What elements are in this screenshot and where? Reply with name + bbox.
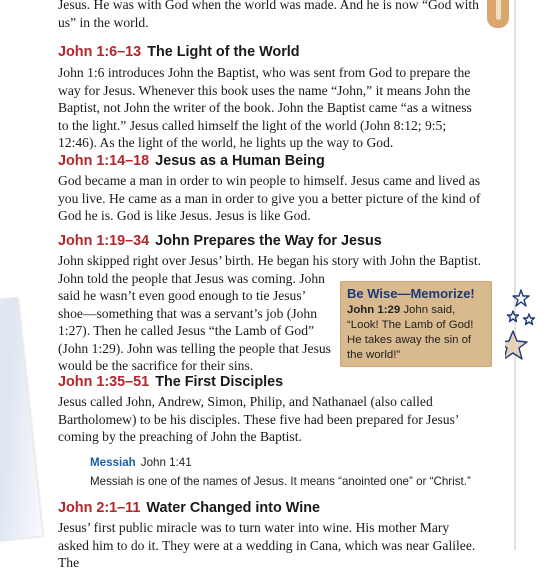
- section-heading-water-wine: [58, 500, 320, 516]
- definition-note: [90, 453, 490, 488]
- scripture-reference: John 1:14–18: [58, 153, 150, 169]
- section-heading-human-being: [58, 153, 325, 169]
- section-paragraph: Jesus called John, Andrew, Simon, Philip, and Nathanael (also called Bartholomew) to be his disciples. These five had been prepared for Jesus’ coming by the preaching of John the Baptist.: [58, 394, 459, 444]
- memorize-callout: [340, 281, 492, 367]
- note-definition: Messiah is one of the names of Jesus. It means “anointed one” or “Christ.”: [90, 475, 471, 488]
- memorize-text: John said, “Look! The Lamb of God! He takes away the sin of the world!”: [347, 304, 474, 361]
- section-title: Water Changed into Wine: [146, 500, 321, 516]
- section-heading-light-of-world: [58, 44, 300, 60]
- memorize-reference: John 1:29: [347, 304, 401, 316]
- note-term: Messiah: [90, 456, 136, 469]
- section-paragraph: God became a man in order to win people to himself. Jesus came and lived as you live. He came as a man in order to give you a better picture of the kind of God he is. God is like Jesus. Jesus is like God.: [58, 173, 481, 223]
- memorize-title: Be Wise—Memorize!: [347, 286, 475, 301]
- page-tab-highlight: [496, 0, 501, 20]
- scripture-reference: John 2:1–11: [58, 500, 141, 516]
- section-paragraph: John 1:6 introduces John the Baptist, who was sent from God to prepare the way for Jesus. Whenever this book uses the name “John,” it means John the Baptist, not John the writer of the book. John the Baptist came “as a witness to the light.” Jesus called himself the light of the world (John 8:12; 9:5; 12:46). As the light of the world, he lights up the way to God.: [58, 65, 472, 150]
- section-paragraph-wrapped: said he wasn’t even good enough to tie Jesus’ shoe—something that was a servant’s job (John 1:27). Then he called Jesus “the Lamb of God” (John 1:29). John was telling the people that Jesus would be the sacrifice for their sins.: [58, 288, 331, 373]
- intro-paragraph: Jesus. He was with God when the world was made. And he is now “God with us” in the world.: [58, 0, 479, 30]
- star-doodle-icon: [505, 284, 550, 364]
- decorative-paper-corner: [0, 297, 42, 543]
- section-title: Jesus as a Human Being: [155, 153, 325, 169]
- section-paragraph: Jesus’ first public miracle was to turn water into wine. His mother Mary asked him to do it. They were at a wedding in Cana, which was near Galilee. The: [58, 520, 476, 570]
- scripture-reference: John 1:6–13: [58, 44, 142, 60]
- section-title: John Prepares the Way for Jesus: [155, 233, 382, 249]
- section-title: The First Disciples: [155, 374, 284, 390]
- section-paragraph: John skipped right over Jesus’ birth. He began his story with John the Baptist. John told the people that Jesus was coming. John: [58, 253, 481, 286]
- scripture-reference: John 1:19–34: [58, 233, 150, 249]
- margin-rule: [514, 0, 516, 550]
- section-heading-first-disciples: [58, 374, 283, 390]
- memorize-verse: [347, 303, 475, 363]
- section-heading-prepares-way: [58, 233, 382, 249]
- scripture-reference: John 1:35–51: [58, 374, 150, 390]
- note-reference: John 1:41: [140, 456, 192, 469]
- section-title: The Light of the World: [147, 44, 300, 60]
